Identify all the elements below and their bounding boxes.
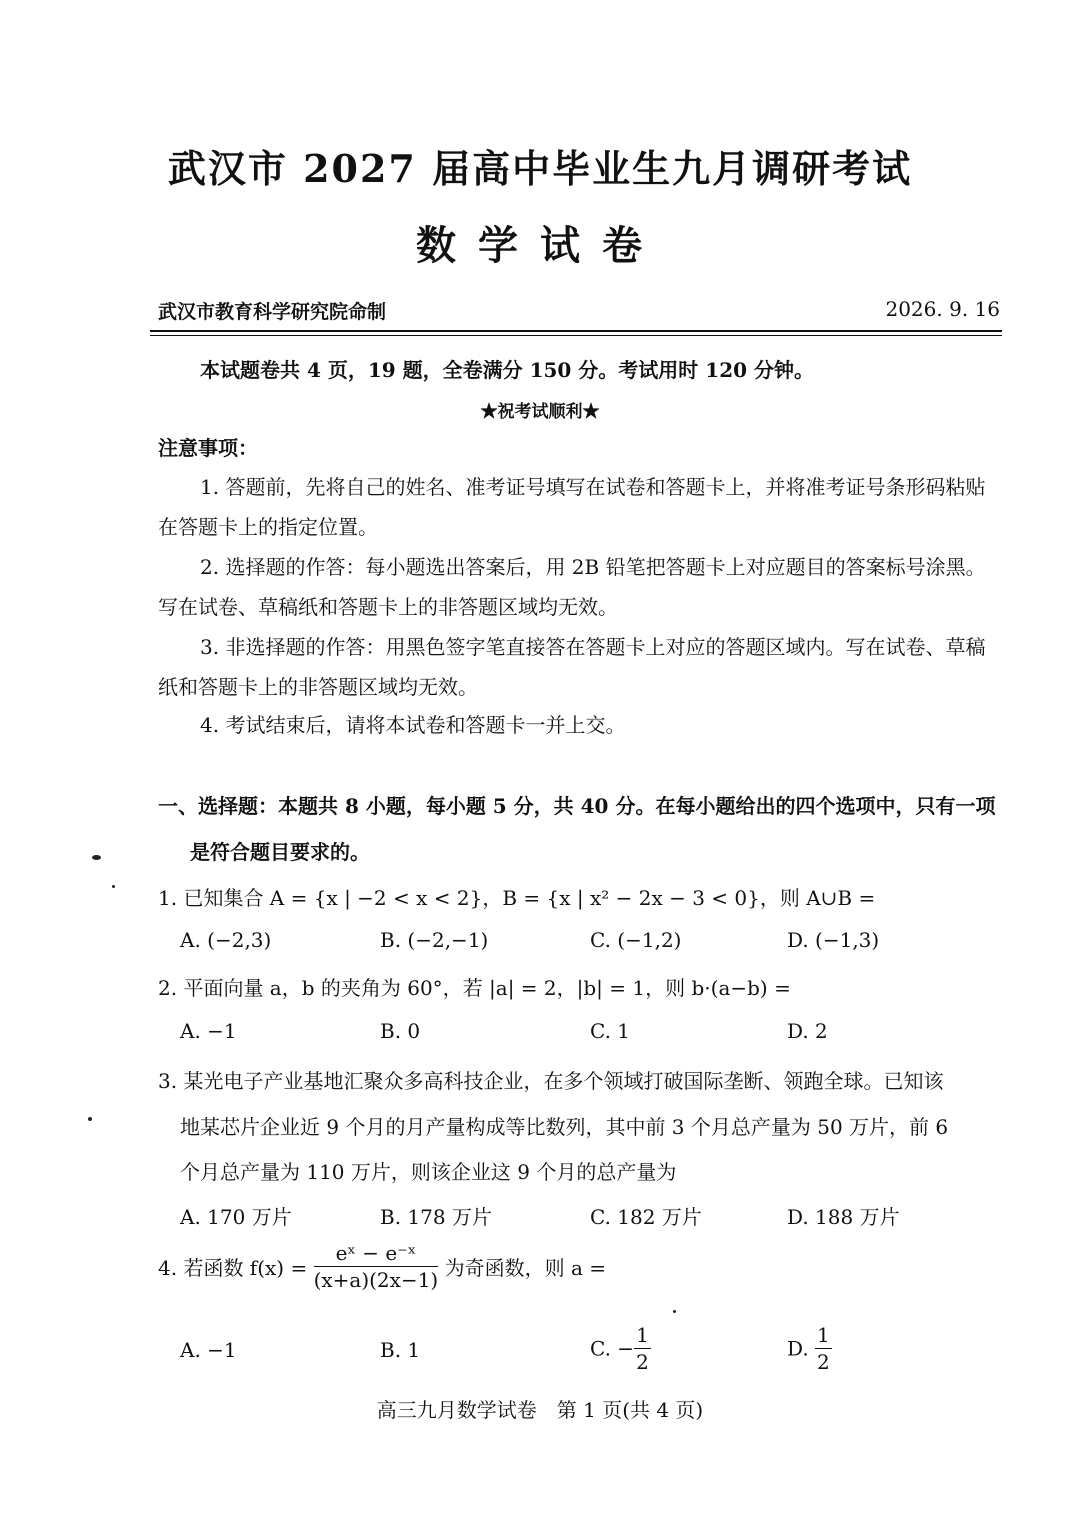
q4-option-c-label: C. − (590, 1336, 635, 1361)
note-item: 4. 考试结束后，请将本试卷和答题卡一并上交。 (200, 713, 626, 737)
q4-option-b: B. 1 (380, 1338, 421, 1362)
fraction-numerator: eˣ − e⁻ˣ (314, 1240, 439, 1267)
note-item: 1. 答题前，先将自己的姓名、准考证号填写在试卷和答题卡上，并将准考证号条形码粘贴在答题卡上的指定位置。 (158, 475, 986, 539)
fraction-denominator: (x+a)(2x−1) (313, 1268, 439, 1292)
q4-option-d-fraction (815, 1322, 832, 1375)
section-heading-line2: 是符合题目要求的。 (190, 840, 370, 864)
question-1 (158, 882, 875, 911)
scan-speck (92, 855, 101, 860)
note-item: 3. 非选择题的作答：用黑色签字笔直接答在答题卡上对应的答题区域内。写在试卷、草稿纸和答题卡上的非答题区域均无效。 (158, 635, 986, 699)
good-luck-banner: ★祝考试顺利★ (480, 402, 600, 422)
notes-heading: 注意事项： (158, 436, 258, 460)
scan-speck (673, 1310, 676, 1313)
header-rule-thin (150, 335, 1002, 336)
q1-option-b: B. (−2,−1) (380, 928, 489, 952)
header-rule-thick (150, 330, 1002, 332)
q3-option-b: B. 178 万片 (380, 1205, 492, 1229)
question-4-prefix: 4. 若函数 f(x) = (158, 1256, 308, 1280)
q3-option-a: A. 170 万片 (180, 1205, 292, 1229)
q3-option-d: D. 188 万片 (787, 1205, 900, 1229)
question-3-line2: 地某芯片企业近 9 个月的月产量构成等比数列，其中前 3 个月总产量为 50 万片，前 6 (180, 1115, 949, 1139)
note-item: 2. 选择题的作答：每小题选出答案后，用 2B 铅笔把答题卡上对应题目的答案标号涂黑。写在试卷、草稿纸和答题卡上的非答题区域均无效。 (158, 555, 986, 619)
question-4-suffix: 为奇函数，则 a = (444, 1256, 606, 1280)
question-1-prefix: 1. 已知集合 (158, 886, 270, 910)
q4-option-c-fraction (634, 1322, 651, 1375)
fraction-denominator: 2 (817, 1350, 830, 1374)
q4-option-a: A. −1 (180, 1338, 237, 1362)
issuer: 武汉市教育科学研究院命制 (158, 301, 387, 323)
q4-option-c (590, 1322, 651, 1375)
fraction-numerator: 1 (817, 1323, 830, 1347)
question-4-fraction (314, 1240, 439, 1293)
exam-title-subject: 数学试卷 (416, 222, 664, 269)
question-4 (158, 1240, 606, 1293)
exam-date: 2026. 9. 16 (885, 297, 1000, 321)
exam-summary: 本试题卷共 4 页，19 题，全卷满分 150 分。考试用时 120 分钟。 (200, 358, 814, 382)
section-heading-line1: 一、选择题：本题共 8 小题，每小题 5 分，共 40 分。在每小题给出的四个选项中，只有一项 (158, 794, 996, 818)
page-footer: 高三九月数学试卷 第 1 页(共 4 页) (376, 1398, 704, 1422)
q1-option-a: A. (−2,3) (180, 928, 272, 952)
fraction-denominator: 2 (636, 1350, 649, 1374)
scan-speck (112, 885, 115, 888)
exam-title-line1: 武汉市 2027 届高中毕业生九月调研考试 (167, 146, 913, 191)
q2-option-b: B. 0 (380, 1019, 421, 1043)
q1-option-c: C. (−1,2) (590, 928, 682, 952)
question-1-text: A = {x | −2 < x < 2}，B = {x | x² − 2x − 3 < 0}，则 A∪B = (269, 886, 876, 910)
question-2: 2. 平面向量 a，b 的夹角为 60°，若 |a| = 2，|b| = 1，则 b·(a−b) = (158, 976, 791, 1000)
q1-option-d: D. (−1,3) (787, 928, 880, 952)
q4-option-d (787, 1322, 832, 1375)
scan-speck (88, 1117, 92, 1121)
fraction-numerator: 1 (636, 1323, 649, 1347)
question-3-line1: 3. 某光电子产业基地汇聚众多高科技企业，在多个领域打破国际垄断、领跑全球。已知该 (158, 1069, 944, 1093)
q2-option-d: D. 2 (787, 1019, 828, 1043)
q3-option-c: C. 182 万片 (590, 1205, 702, 1229)
question-3-line3: 个月总产量为 110 万片，则该企业这 9 个月的总产量为 (180, 1160, 677, 1184)
q2-option-a: A. −1 (180, 1019, 237, 1043)
q4-option-d-label: D. (787, 1336, 809, 1361)
q2-option-c: C. 1 (590, 1019, 631, 1043)
